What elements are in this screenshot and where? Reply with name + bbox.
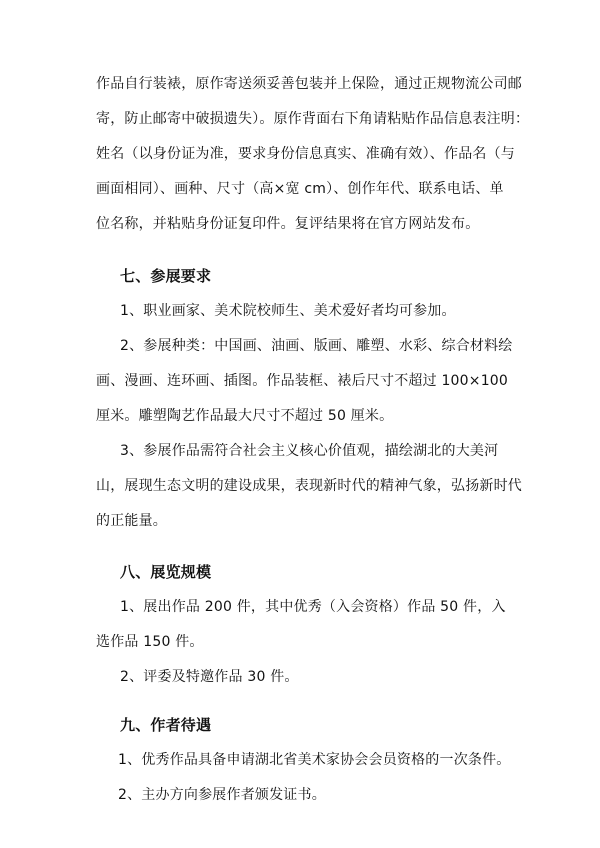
- section-9-item-2: 2、主办方向参展作者颁发证书。: [118, 787, 326, 803]
- intro-line-2: 寄，防止邮寄中破损遗失）。原作背面右下角请粘贴作品信息表注明：: [96, 111, 530, 127]
- intro-line-1: 作品自行装裱，原作寄送须妥善包装并上保险，通过正规物流公司邮: [96, 76, 522, 92]
- section-7-item-3-line-3: 的正能量。: [96, 513, 167, 529]
- section-7-item-3-line-2: 山，展现生态文明的建设成果，表现新时代的精神气象，弘扬新时代: [96, 478, 522, 494]
- section-8-item-2: 2、评委及特邀作品 30 件。: [120, 669, 299, 685]
- intro-line-3: 姓名（以身份证为准，要求身份信息真实、准确有效）、作品名（与: [96, 146, 515, 162]
- section-7-heading: 七、参展要求: [120, 267, 212, 285]
- section-9-heading: 九、作者待遇: [120, 716, 212, 734]
- section-8-item-1-line-1: 1、展出作品 200 件，其中优秀（入会资格）作品 50 件，入: [120, 599, 506, 615]
- section-7-item-2-line-1: 2、参展种类：中国画、油画、版画、雕塑、水彩、综合材料绘: [120, 338, 513, 354]
- section-8-heading: 八、展览规模: [120, 563, 212, 581]
- section-7-item-2-line-2: 画、漫画、连环画、插图。作品装框、裱后尺寸不超过 100×100: [96, 373, 509, 389]
- section-8-item-1-line-2: 选作品 150 件。: [96, 634, 204, 650]
- section-9-item-1: 1、优秀作品具备申请湖北省美术家协会会员资格的一次条件。: [118, 752, 511, 768]
- section-7-item-1: 1、职业画家、美术院校师生、美术爱好者均可参加。: [120, 303, 456, 319]
- section-7-item-3-line-1: 3、参展作品需符合社会主义核心价值观，描绘湖北的大美河: [120, 443, 499, 459]
- intro-line-4: 画面相同）、画种、尺寸（高×宽 cm）、创作年代、联系电话、单: [96, 181, 504, 197]
- intro-line-5: 位名称，并粘贴身份证复印件。复评结果将在官方网站发布。: [96, 216, 480, 232]
- section-7-item-2-line-3: 厘米。雕塑陶艺作品最大尺寸不超过 50 厘米。: [96, 408, 394, 424]
